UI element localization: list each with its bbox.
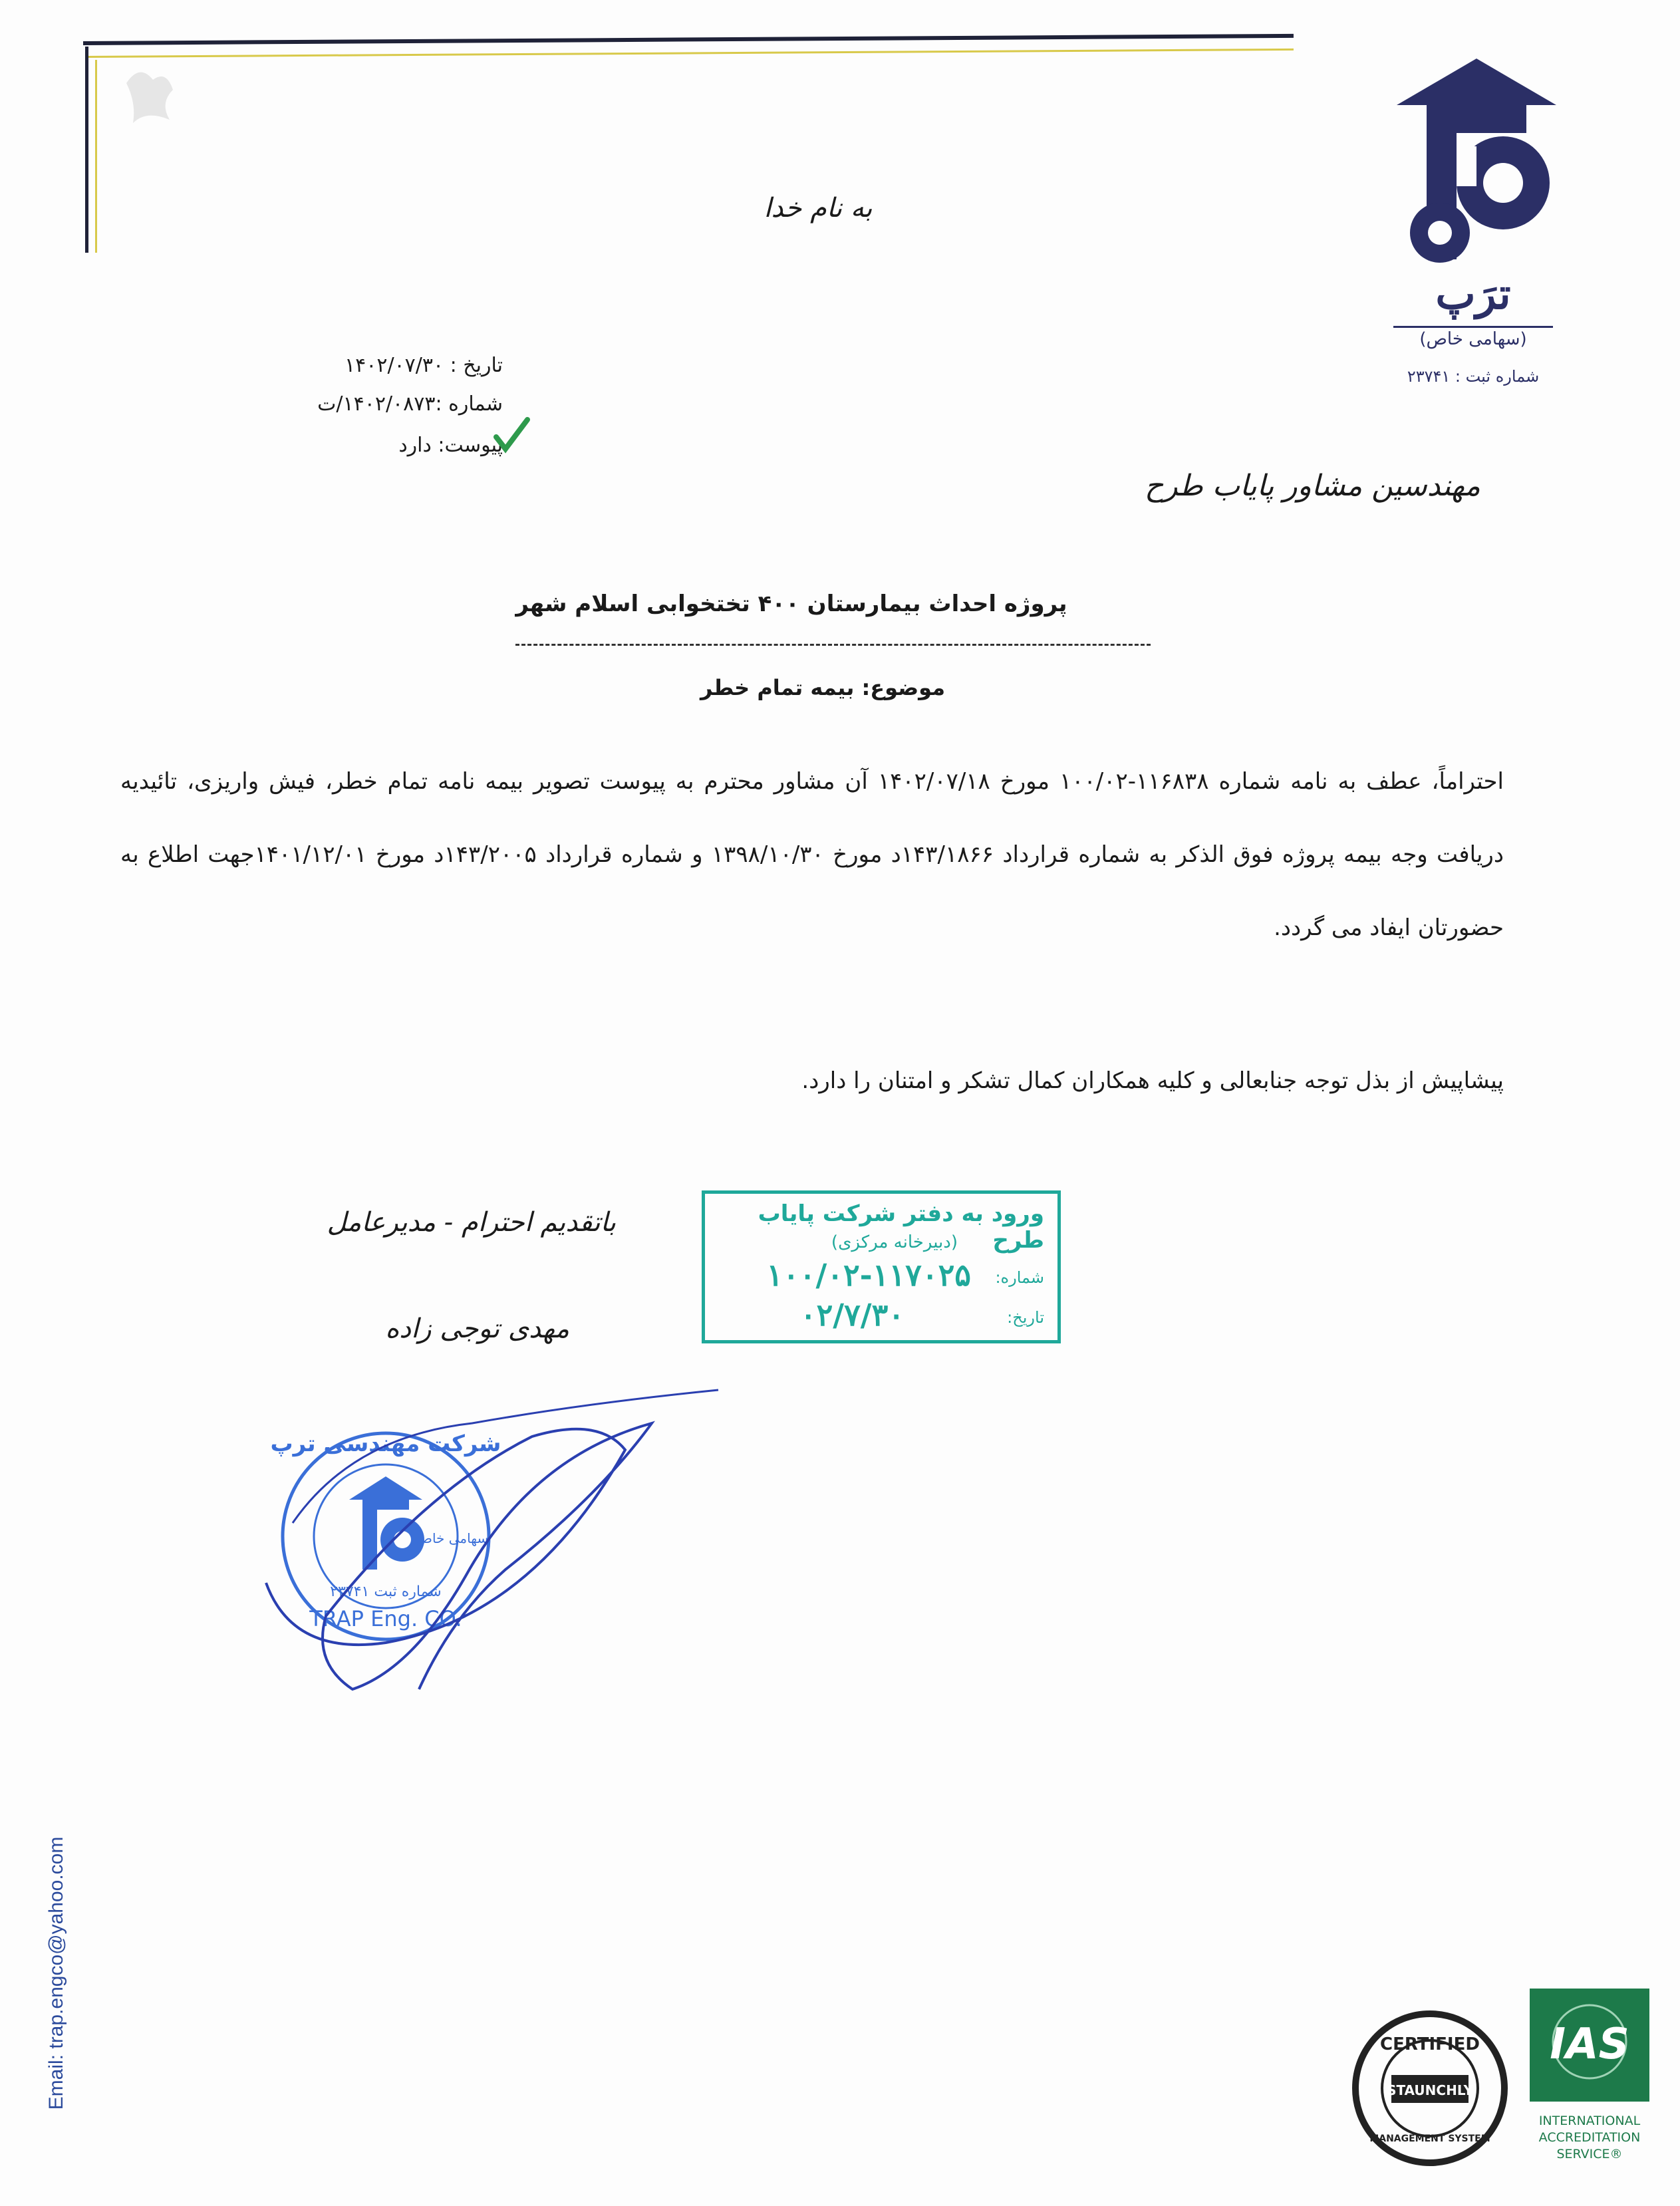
top-border-accent-line (86, 49, 1294, 58)
stamp-number-label: شماره: (995, 1268, 1044, 1287)
company-email: Email: trap.engco@yahoo.com (45, 1836, 67, 2110)
stamp-date-value: ۰۲/۷/۳۰ (799, 1297, 905, 1333)
company-logo-icon (1387, 53, 1566, 273)
body-paragraph-closing: پیشاپیش از بذل توجه جنابعالی و کلیه همکاران کمال تشکر و امتنان را دارد. (801, 1067, 1504, 1094)
stamp-subtitle: (دبیرخانه مرکزی) (831, 1232, 958, 1252)
body-paragraph: احتراماً، عطف به نامه شماره ۱۱۶۸۳۸-۱۰۰/۰۲ مورخ ۱۴۰۲/۰۷/۱۸ آن مشاور محترم به پیوست تصویر بیمه نامه تمام خطر، فیش واریزی، تائیدیه دریافت وجه بیمه پروژه فوق الذکر به شماره قرارداد ۱۴۳/۱۸۶۶د مورخ ۱۳۹۸/۱۰/۳۰ و شماره قرارداد ۱۴۳/۲۰۰۵د مورخ ۱۴۰۱/۱۲/۰۱جهت اطلاع به حضورتان ایفاد می گردد. (120, 768, 1504, 941)
receipt-stamp (702, 1190, 1061, 1343)
stamp-title: ورود به دفتر شرکت پایاب طرح (758, 1200, 1044, 1254)
ias-line-2: ACCREDITATION (1538, 2130, 1641, 2145)
check-mark-icon (491, 416, 531, 456)
letter-date: تاریخ : ۱۴۰۲/۰۷/۳۰ (345, 354, 503, 377)
basmala: به نام خدا (764, 193, 873, 223)
certified-brand-text: STAUNCHLY (1387, 2082, 1473, 2098)
ias-line-3: SERVICE® (1556, 2147, 1623, 2161)
stamp-date-label: تاریخ: (1007, 1308, 1044, 1327)
paper-smudge (113, 57, 186, 136)
signer-name: مهدی توجی زاده (385, 1313, 569, 1344)
project-title: پروژه احداث بیمارستان ۴۰۰ تختخوابی اسلام شهر (515, 591, 1067, 617)
seal-inner-text: سهامی خاص (416, 1530, 489, 1546)
left-border-accent-line (95, 60, 97, 253)
left-border-line (85, 47, 88, 253)
company-seal (253, 1377, 732, 1709)
certified-management-system-icon (1350, 2008, 1510, 2168)
recipient: مهندسین مشاور پایاب طرح (1145, 469, 1480, 503)
top-border-line (83, 34, 1294, 45)
logo-underline (1393, 326, 1553, 328)
dashed-divider (515, 644, 1151, 646)
company-type: (سهامی خاص) (1419, 329, 1527, 349)
letter-attachment: پیوست: دارد (398, 434, 503, 457)
letter-subject: موضوع: بیمه تمام خطر (700, 675, 945, 700)
company-logo-word: ترَپ (1435, 269, 1511, 319)
seal-latin-text: TRAP Eng. CO. (309, 1606, 462, 1631)
stamp-number-value: ۱۰۰/۰۲-۱۱۷۰۲۵ (766, 1257, 971, 1293)
ias-logo-text: IAS (1550, 2020, 1629, 2069)
ias-line-1: INTERNATIONAL (1538, 2114, 1641, 2128)
certified-bottom-text: MANAGEMENT SYSTEM (1369, 2134, 1490, 2144)
company-registration: شماره ثبت : ۲۳۷۴۱ (1407, 367, 1540, 386)
certified-top-text: CERTIFIED (1380, 2034, 1480, 2054)
closing-regards: باتقدیم احترام - مدیرعامل (327, 1207, 616, 1238)
ias-accreditation-icon (1523, 1989, 1656, 2168)
letter-number: شماره :۱۴۰۲/۰۸۷۳/ت (317, 392, 503, 416)
seal-registration-text: شماره ثبت ۲۳۷۴۱ (330, 1584, 442, 1600)
seal-arc-text: شرکت مهندسی ترپ (270, 1431, 501, 1457)
